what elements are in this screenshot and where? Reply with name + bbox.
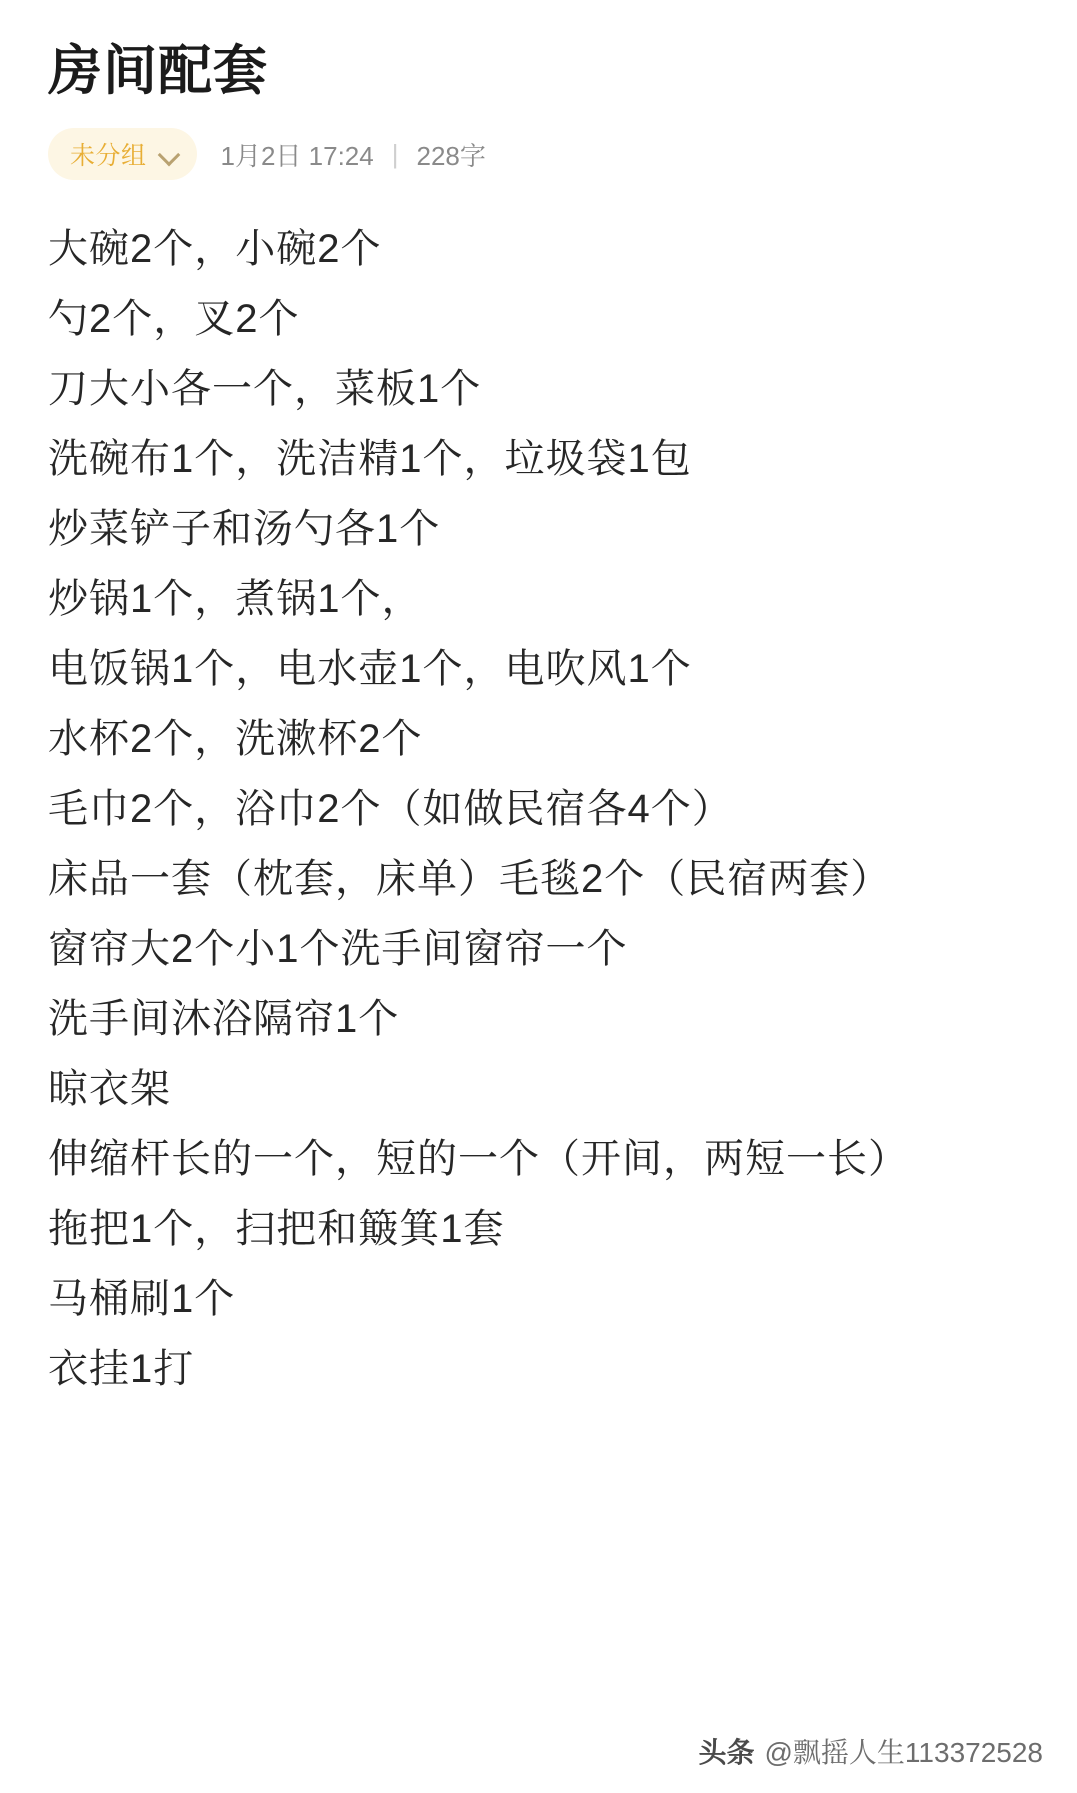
note-line: 拖把1个，扫把和簸箕1套 xyxy=(48,1207,505,1252)
note-line: 晾衣架 xyxy=(48,1067,171,1112)
note-line: 炒锅1个，煮锅1个， xyxy=(48,577,423,622)
note-date: 1月2日 17:24 xyxy=(220,140,374,171)
note-line: 窗帘大2个小1个洗手间窗帘一个 xyxy=(48,927,628,972)
note-line: 勺2个，叉2个 xyxy=(48,297,300,342)
meta-divider: | xyxy=(391,138,399,169)
page-title: 房间配套 xyxy=(48,41,268,101)
note-line: 炒菜铲子和汤勺各1个 xyxy=(48,507,441,552)
watermark-logo: 头条 xyxy=(698,1737,755,1768)
note-line: 水杯2个，洗漱杯2个 xyxy=(48,717,423,762)
note-line: 大碗2个，小碗2个 xyxy=(48,227,382,272)
group-selector[interactable] xyxy=(48,128,197,180)
chevron-down-icon xyxy=(159,143,181,165)
note-body[interactable] xyxy=(48,214,1029,1404)
note-line: 床品一套（枕套，床单）毛毯2个（民宿两套） xyxy=(48,857,892,902)
watermark-handle: @飘摇人生113372528 xyxy=(764,1737,1043,1768)
group-label: 未分组 xyxy=(70,142,147,171)
note-line: 洗手间沐浴隔帘1个 xyxy=(48,997,400,1042)
note-line: 毛巾2个，浴巾2个（如做民宿各4个） xyxy=(48,787,733,832)
note-meta xyxy=(48,128,1029,180)
note-line: 伸缩杆长的一个，短的一个（开间，两短一长） xyxy=(48,1137,909,1182)
note-line: 刀大小各一个，菜板1个 xyxy=(48,367,482,412)
note-line: 马桶刷1个 xyxy=(48,1277,236,1322)
watermark xyxy=(698,1731,1043,1771)
note-line: 洗碗布1个，洗洁精1个，垃圾袋1包 xyxy=(48,437,692,482)
word-count: 228字 xyxy=(416,140,486,171)
note-line: 衣挂1打 xyxy=(48,1347,195,1392)
note-line: 电饭锅1个，电水壶1个，电吹风1个 xyxy=(48,647,692,692)
